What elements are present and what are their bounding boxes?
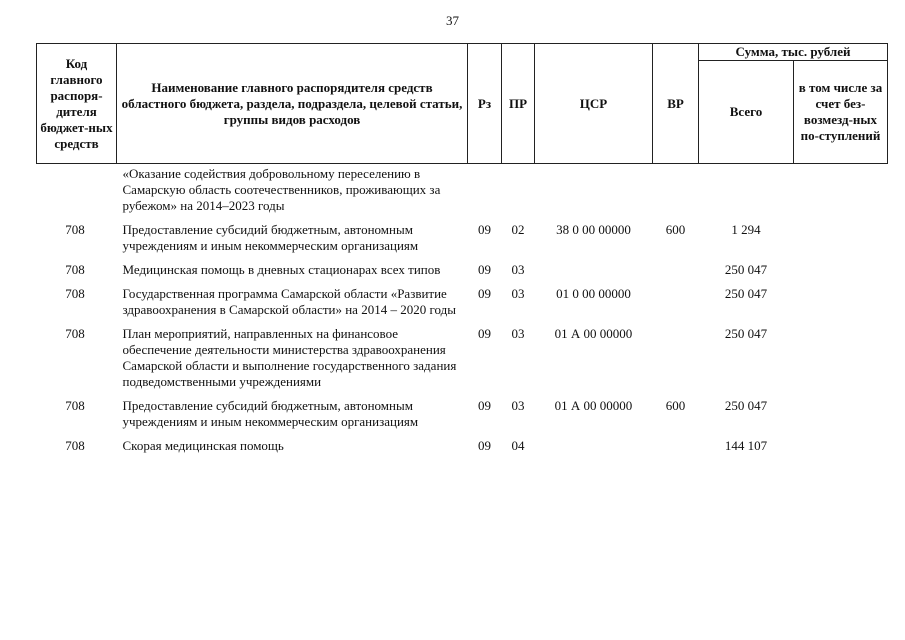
cell-vr: 600: [665, 398, 686, 413]
cell-total: 250 047: [724, 262, 768, 277]
table-row: [37, 222, 888, 262]
cell-free: [794, 222, 888, 262]
cell-vr: [653, 326, 699, 398]
cell-vr: [653, 438, 699, 454]
cell-name: Предоставление субсидий бюджетным, автономным учреждениям и иным некоммерческим организациям: [122, 398, 419, 429]
cell-free: [794, 262, 888, 286]
cell-rz: 09: [478, 262, 491, 277]
cell-vr: 600: [665, 222, 686, 237]
cell-code: 708: [65, 398, 85, 413]
header-vr: ВР: [653, 44, 699, 164]
cell-name: Государственная программа Самарской области «Развитие здравоохранения в Самарской области» на 2014 – 2020 годы: [122, 286, 456, 317]
cell-total: 250 047: [724, 326, 768, 341]
table-row: [37, 326, 888, 398]
cell-pr: 03: [511, 398, 525, 413]
cell-rz: 09: [478, 438, 491, 453]
cell-free: [794, 286, 888, 326]
header-code: Код главного распоря-дителя бюджет-ных средств: [37, 44, 117, 164]
header-csr: ЦСР: [535, 44, 653, 164]
cell-name: «Оказание содействия добровольному переселению в Самарскую область соотечественников, проживающих за рубежом» на 2014–2023 годы: [122, 166, 441, 213]
cell-csr: 01 А 00 00000: [554, 398, 633, 413]
cell-pr: 04: [511, 438, 525, 453]
cell-total: 144 107: [724, 438, 768, 453]
table-row: [37, 438, 888, 454]
cell-rz: 09: [478, 398, 491, 413]
cell-pr: 03: [511, 262, 525, 277]
header-total: Всего: [699, 61, 794, 164]
cell-free: [794, 398, 888, 438]
cell-code: [37, 164, 117, 223]
cell-name: Предоставление субсидий бюджетным, автономным учреждениям и иным некоммерческим организациям: [122, 222, 419, 253]
cell-vr: [653, 262, 699, 286]
cell-name: Скорая медицинская помощь: [122, 438, 284, 453]
cell-rz: 09: [478, 222, 491, 237]
table-row: [37, 262, 888, 286]
cell-total: 250 047: [724, 398, 768, 413]
cell-csr: [535, 438, 653, 454]
cell-rz: 09: [478, 286, 491, 301]
cell-code: 708: [65, 262, 85, 277]
cell-code: 708: [65, 326, 85, 341]
cell-pr: 03: [511, 286, 525, 301]
cell-name: План мероприятий, направленных на финансовое обеспечение деятельности министерства здравоохранения Самарской области и выполнение государственного задания подведомственными учреждениями: [122, 326, 457, 389]
table-row-continuation: [37, 164, 888, 223]
cell-code: 708: [65, 222, 85, 237]
header-pr: ПР: [502, 44, 535, 164]
cell-name: Медицинская помощь в дневных стационарах всех типов: [122, 262, 441, 277]
budget-table: [36, 43, 888, 454]
cell-free: [794, 326, 888, 398]
cell-rz: 09: [478, 326, 491, 341]
cell-csr: 01 А 00 00000: [554, 326, 633, 341]
header-incl-free: в том числе за счет без-возмезд-ных по-ступлений: [794, 61, 888, 164]
cell-total: 1 294: [731, 222, 761, 237]
table-row: [37, 286, 888, 326]
cell-code: 708: [65, 438, 85, 453]
table-row: [37, 398, 888, 438]
cell-total: 250 047: [724, 286, 768, 301]
cell-csr: 01 0 00 00000: [556, 286, 631, 301]
cell-pr: 03: [511, 326, 525, 341]
cell-free: [794, 438, 888, 454]
cell-pr: 02: [511, 222, 525, 237]
cell-csr: 38 0 00 00000: [556, 222, 631, 237]
cell-code: 708: [65, 286, 85, 301]
cell-csr: [535, 262, 653, 286]
header-rz: Рз: [468, 44, 502, 164]
page-number: 37: [446, 13, 459, 28]
header-name: Наименование главного распорядителя средств областного бюджета, раздела, подраздела, целевой статьи, группы видов расходов: [117, 44, 468, 164]
header-sum-group: Сумма, тыс. рублей: [699, 44, 888, 61]
cell-vr: [653, 286, 699, 326]
